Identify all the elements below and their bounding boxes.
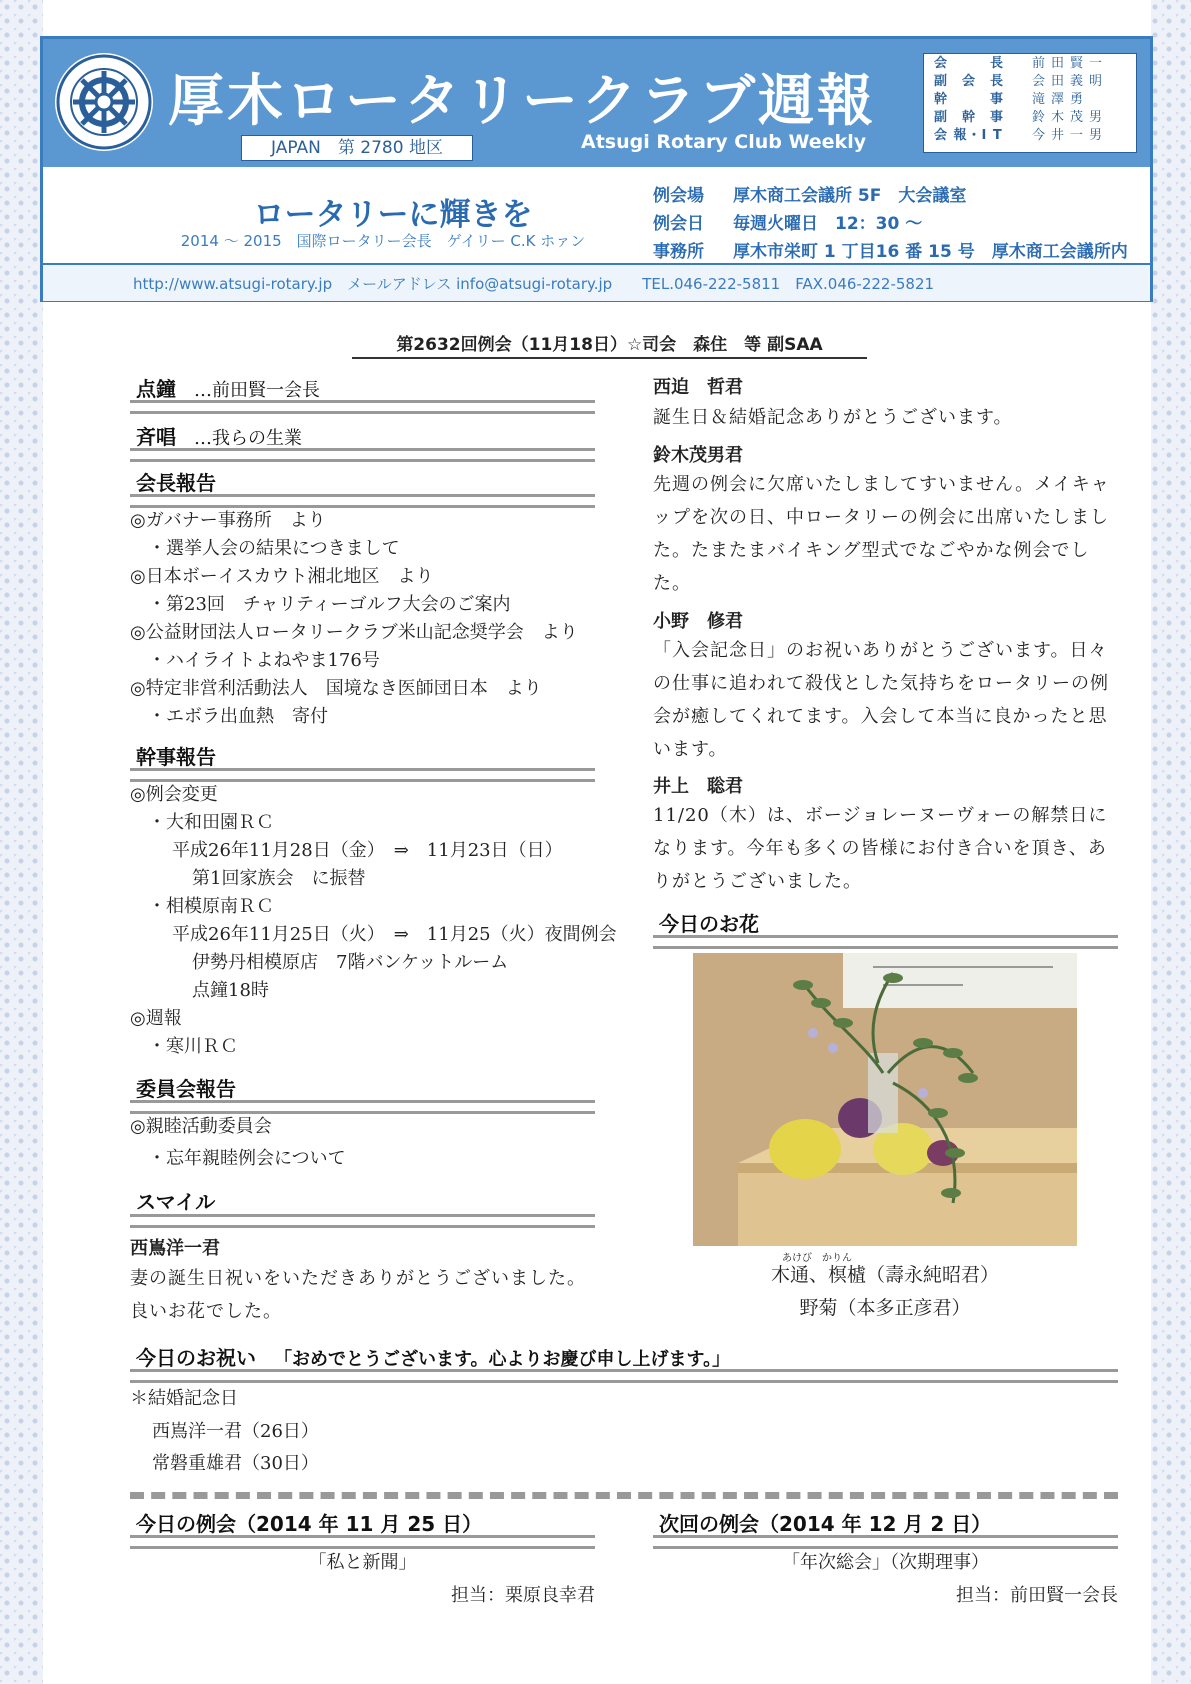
report-line: ◎例会変更 xyxy=(130,784,218,805)
smile-member-name: 西迫 哲君 xyxy=(653,377,743,398)
next-meeting-topic: 「年次総会」（次期理事） xyxy=(782,1552,989,1573)
officer-role: 副 幹 事 xyxy=(934,110,1005,125)
report-line: 平成26年11月28日（金） ⇒ 11月23日（日） xyxy=(172,840,563,861)
secretary-report-heading: 幹事報告 xyxy=(136,745,216,769)
song-title: 斉唱 xyxy=(136,425,176,449)
day-value: 毎週火曜日 12：30 〜 xyxy=(733,214,923,234)
today-meeting-heading: 今日の例会（2014 年 11 月 25 日） xyxy=(136,1512,483,1536)
smile-member-name: 鈴木茂男君 xyxy=(653,445,743,466)
today-meeting-topic: 「私と新聞」 xyxy=(308,1552,417,1573)
section-rule xyxy=(130,400,595,414)
report-line: ・第23回 チャリティーゴルフ大会のご案内 xyxy=(148,594,511,615)
president-report-heading: 会長報告 xyxy=(136,471,216,495)
officer-name: 滝澤勇 xyxy=(1032,92,1090,107)
celebration-title: 今日のお祝い xyxy=(136,1346,256,1370)
smile-member-name: 井上 聡君 xyxy=(653,776,743,797)
smile-message: 妻の誕生日祝いをいただきありがとうございました。良いお花でした。 xyxy=(130,1268,586,1322)
report-line: ◎ガバナー事務所 より xyxy=(130,510,326,531)
report-line: ・エボラ出血熱 寄付 xyxy=(148,706,328,727)
next-meeting-charge: 担当：前田賢一会長 xyxy=(956,1585,1118,1606)
smile-message: 先週の例会に欠席いたしましてすいません。メイキャップを次の日、中ロータリーの例会に出席いたしました。たまたまバイキング型式でなごやかな例会でした。 xyxy=(653,474,1110,594)
section-rule xyxy=(653,1535,1118,1549)
report-line: ◎日本ボーイスカウト湘北地区 より xyxy=(130,566,434,587)
office-label: 事務所 xyxy=(653,242,704,262)
section-rule xyxy=(130,1214,595,1228)
meeting-line: 第2632回例会（11月18日）☆司会 森住 等 副SAA xyxy=(352,330,867,359)
office-value: 厚木市栄町 1 丁目16 番 15 号 厚木商工会議所内 xyxy=(733,242,1128,262)
section-rule xyxy=(653,935,1118,949)
flower-caption: 野菊（本多正彦君） xyxy=(799,1297,971,1319)
report-line: 第1回家族会 に振替 xyxy=(192,868,366,889)
celebration-heading xyxy=(130,1342,730,1371)
section-rule xyxy=(130,1100,595,1114)
officer-name: 鈴木茂男 xyxy=(1032,110,1109,125)
smile-member-name: 西嶌洋一君 xyxy=(130,1238,220,1259)
committee-report-heading: 委員会報告 xyxy=(136,1077,236,1101)
report-line: ◎公益財団法人ロータリークラブ米山記念奨学会 より xyxy=(130,622,578,643)
smile-message: 誕生日＆結婚記念ありがとうございます。 xyxy=(653,407,1013,428)
rotary-wheel-icon xyxy=(55,53,153,151)
officer-name: 前田賢一 xyxy=(1032,56,1109,71)
section-rule xyxy=(130,448,595,462)
section-rule xyxy=(130,494,595,508)
report-line: 点鐘18時 xyxy=(192,980,269,1001)
contact-bar xyxy=(43,263,1150,301)
day-info xyxy=(653,209,922,234)
officer-name: 今井一男 xyxy=(1032,128,1109,143)
report-line: ・寒川ＲＣ xyxy=(148,1036,238,1057)
section-rule xyxy=(130,768,595,782)
district-label: JAPAN 第 2780 地区 xyxy=(241,135,473,161)
officer-role: 副 会 長 xyxy=(934,74,1005,89)
report-line: ◎特定非営利活動法人 国境なき医師団日本 より xyxy=(130,678,542,699)
section-rule xyxy=(130,1535,595,1549)
flower-ruby: あけび かりん xyxy=(782,1253,852,1264)
flowers-heading: 今日のお花 xyxy=(659,912,759,936)
report-line: 平成26年11月25日（火） ⇒ 11月25（火）夜間例会 xyxy=(172,924,617,945)
office-info xyxy=(653,237,1128,262)
bell-heading xyxy=(130,373,320,402)
flower-caption: 木通、榠樝（壽永純昭君） xyxy=(770,1264,999,1286)
masthead xyxy=(40,36,1153,302)
smile-message: 11/20（木）は、ボージョレーヌーヴォーの解禁日になります。今年も多くの皆様にお付き合いを頂き、ありがとうございました。 xyxy=(653,805,1108,892)
smile-heading: スマイル xyxy=(136,1190,216,1214)
report-line: ・選挙人会の結果につきまして xyxy=(148,538,400,559)
venue-info xyxy=(653,181,966,206)
newsletter-title: 厚木ロータリークラブ週報 xyxy=(168,69,876,134)
flower-arrangement-photo xyxy=(693,953,1077,1246)
report-line: ・大和田園ＲＣ xyxy=(148,812,274,833)
ri-president-line: 2014 〜 2015 国際ロータリー会長 ゲイリー C.K ホァン xyxy=(180,232,586,250)
anniversary-person: 常磐重雄君（30日） xyxy=(152,1453,319,1474)
smile-message: 「入会記念日」のお祝いありがとうございます。日々の仕事に追われて殺伐とした気持ちをロータリーの例会が癒してくれてます。入会して本当に良かったと思います。 xyxy=(653,640,1109,760)
annual-theme: ロータリーに輝きを xyxy=(253,197,533,233)
bell-note: …前田賢一会長 xyxy=(194,380,320,401)
officer-role: 幹 事 xyxy=(934,92,1005,107)
next-meeting-heading: 次回の例会（2014 年 12 月 2 日） xyxy=(659,1512,992,1536)
officer-role: 会 長 xyxy=(934,56,1005,71)
anniversary-heading: ＊結婚記念日 xyxy=(130,1388,238,1409)
officer-role: 会 報・I T xyxy=(934,128,1003,143)
report-line: ◎親睦活動委員会 xyxy=(130,1116,272,1137)
song-heading xyxy=(130,421,302,450)
song-note: …我らの生業 xyxy=(194,428,302,449)
weekly-english-title: Atsugi Rotary Club Weekly xyxy=(581,131,867,153)
report-line: ・相模原南ＲＣ xyxy=(148,896,274,917)
smile-member-name: 小野 修君 xyxy=(653,611,743,632)
report-line: ・忘年親睦例会について xyxy=(148,1148,346,1169)
dashed-divider xyxy=(130,1492,1118,1499)
venue-label: 例会場 xyxy=(653,186,704,206)
today-meeting-charge: 担当：栗原良幸君 xyxy=(451,1585,595,1606)
report-line: ・ハイライトよねやま176号 xyxy=(148,650,380,671)
celebration-message: 「おめでとうございます。心よりお慶び申し上げます。」 xyxy=(274,1349,731,1370)
report-line: 伊勢丹相模原店 7階バンケットルーム xyxy=(192,952,509,973)
contact-line: http://www.atsugi-rotary.jp メールアドレス info@atsugi-rotary.jp TEL.046-222-5811 FAX.046-222-5821 xyxy=(133,275,935,293)
bell-title: 点鐘 xyxy=(136,377,176,401)
officers-box xyxy=(923,53,1137,153)
day-label: 例会日 xyxy=(653,214,704,234)
anniversary-person: 西嶌洋一君（26日） xyxy=(152,1421,319,1442)
section-rule xyxy=(130,1369,1118,1383)
venue-value: 厚木商工会議所 5F 大会議室 xyxy=(733,186,967,206)
report-line: ◎週報 xyxy=(130,1008,182,1029)
masthead-banner xyxy=(43,39,1150,167)
officer-name: 会田義明 xyxy=(1032,74,1109,89)
